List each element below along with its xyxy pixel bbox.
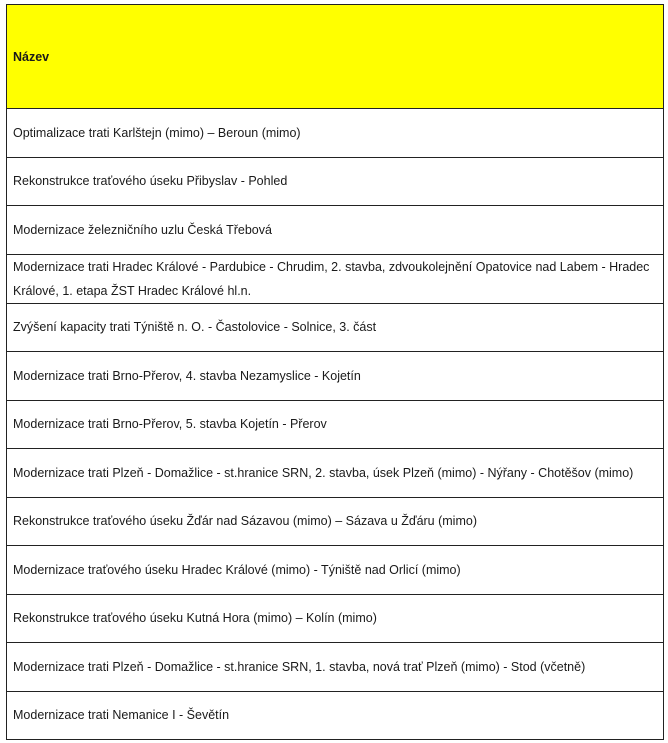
table-cell: Modernizace železničního uzlu Česká Třebová xyxy=(7,206,664,255)
table-row xyxy=(7,497,664,546)
table-row xyxy=(7,206,664,255)
table-row xyxy=(7,594,664,643)
table-cell: Zvýšení kapacity trati Týniště n. O. - Častolovice - Solnice, 3. část xyxy=(7,303,664,352)
table-cell: Modernizace trati Plzeň - Domažlice - st.hranice SRN, 1. stavba, nová trať Plzeň (mimo) - Stod (včetně) xyxy=(7,643,664,692)
table-cell: Rekonstrukce traťového úseku Žďár nad Sázavou (mimo) – Sázava u Žďáru (mimo) xyxy=(7,497,664,546)
table-cell: Modernizace trati Brno-Přerov, 5. stavba Kojetín - Přerov xyxy=(7,400,664,449)
table-row xyxy=(7,352,664,401)
table-row xyxy=(7,400,664,449)
table-row xyxy=(7,449,664,498)
table-row xyxy=(7,546,664,595)
table-row xyxy=(7,157,664,206)
column-header-nazev: Název xyxy=(7,5,664,109)
table-row xyxy=(7,254,664,303)
table-row xyxy=(7,303,664,352)
table-body xyxy=(7,109,664,740)
table-row xyxy=(7,691,664,740)
table-cell: Rekonstrukce traťového úseku Kutná Hora (mimo) – Kolín (mimo) xyxy=(7,594,664,643)
projects-table xyxy=(6,4,664,740)
table-header-row xyxy=(7,5,664,109)
table-cell: Modernizace trati Brno-Přerov, 4. stavba Nezamyslice - Kojetín xyxy=(7,352,664,401)
table-cell: Modernizace trati Hradec Králové - Pardubice - Chrudim, 2. stavba, zdvoukolejnění Opatovice nad Labem - Hradec Králové, 1. etapa ŽST Hradec Králové hl.n. xyxy=(7,254,664,303)
table-cell: Modernizace traťového úseku Hradec Králové (mimo) - Týniště nad Orlicí (mimo) xyxy=(7,546,664,595)
table-row xyxy=(7,643,664,692)
table-cell: Optimalizace trati Karlštejn (mimo) – Beroun (mimo) xyxy=(7,109,664,158)
table-cell: Rekonstrukce traťového úseku Přibyslav - Pohled xyxy=(7,157,664,206)
table-row xyxy=(7,109,664,158)
table-cell: Modernizace trati Nemanice I - Ševětín xyxy=(7,691,664,740)
table-cell: Modernizace trati Plzeň - Domažlice - st.hranice SRN, 2. stavba, úsek Plzeň (mimo) - Nýřany - Chotěšov (mimo) xyxy=(7,449,664,498)
